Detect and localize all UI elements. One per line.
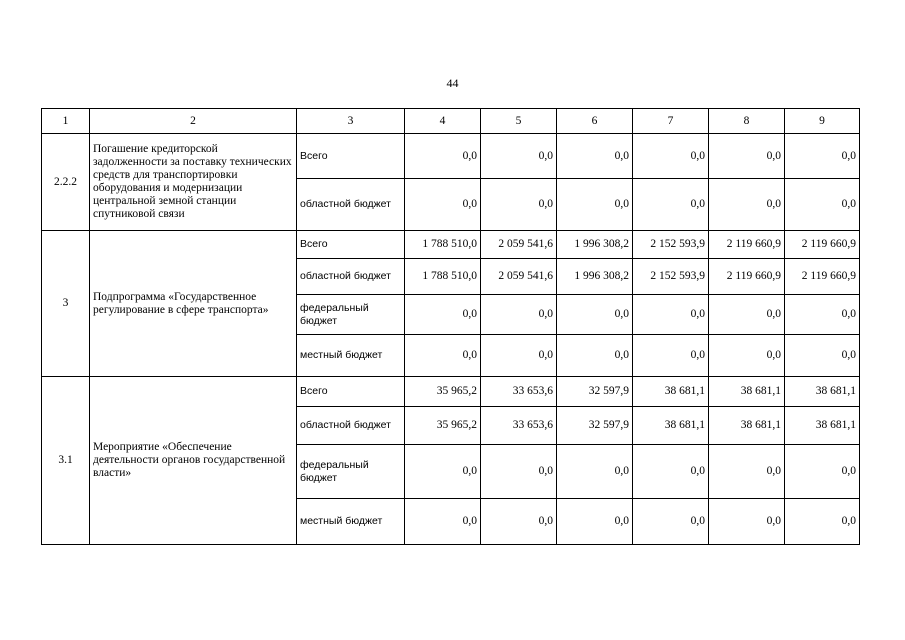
funding-source: федеральный бюджет [297, 295, 405, 335]
value-cell: 0,0 [557, 134, 633, 179]
item-name: Подпрограмма «Государственное регулирование в сфере транспорта» [90, 231, 297, 377]
value-cell: 0,0 [785, 445, 860, 499]
value-cell: 2 059 541,6 [481, 259, 557, 295]
column-header: 9 [785, 109, 860, 134]
value-cell: 0,0 [709, 179, 785, 231]
value-cell: 0,0 [709, 295, 785, 335]
value-cell: 33 653,6 [481, 377, 557, 407]
value-cell: 0,0 [557, 499, 633, 545]
value-cell: 0,0 [405, 134, 481, 179]
page-number: 44 [446, 76, 459, 90]
value-cell: 38 681,1 [785, 407, 860, 445]
value-cell: 1 788 510,0 [405, 231, 481, 259]
item-number: 3 [42, 231, 90, 377]
value-cell: 2 119 660,9 [709, 231, 785, 259]
value-cell: 38 681,1 [633, 377, 709, 407]
value-cell: 0,0 [785, 295, 860, 335]
value-cell: 0,0 [405, 295, 481, 335]
funding-source: местный бюджет [297, 335, 405, 377]
column-header: 3 [297, 109, 405, 134]
funding-source: федеральный бюджет [297, 445, 405, 499]
value-cell: 0,0 [405, 179, 481, 231]
column-header: 6 [557, 109, 633, 134]
value-cell: 0,0 [481, 179, 557, 231]
value-cell: 38 681,1 [709, 407, 785, 445]
value-cell: 0,0 [785, 335, 860, 377]
value-cell: 0,0 [481, 295, 557, 335]
value-cell: 2 119 660,9 [785, 231, 860, 259]
value-cell: 0,0 [557, 335, 633, 377]
funding-source: местный бюджет [297, 499, 405, 545]
item-number: 2.2.2 [42, 134, 90, 231]
value-cell: 0,0 [633, 499, 709, 545]
value-cell: 0,0 [557, 179, 633, 231]
value-cell: 38 681,1 [785, 377, 860, 407]
item-name: Погашение кредиторской задолженности за поставку технических средств для транспортировки оборудования и модернизации центральной земной станции спутниковой связи [90, 134, 297, 231]
value-cell: 0,0 [481, 499, 557, 545]
value-cell: 0,0 [633, 179, 709, 231]
value-cell: 1 996 308,2 [557, 231, 633, 259]
item-name: Мероприятие «Обеспечение деятельности органов государственной власти» [90, 377, 297, 545]
funding-source: Всего [297, 377, 405, 407]
budget-table [41, 108, 860, 545]
item-number: 3.1 [42, 377, 90, 545]
funding-source: областной бюджет [297, 407, 405, 445]
value-cell: 33 653,6 [481, 407, 557, 445]
value-cell: 0,0 [481, 445, 557, 499]
value-cell: 1 788 510,0 [405, 259, 481, 295]
value-cell: 0,0 [557, 295, 633, 335]
value-cell: 0,0 [633, 134, 709, 179]
funding-source: областной бюджет [297, 259, 405, 295]
value-cell: 0,0 [709, 134, 785, 179]
column-header: 5 [481, 109, 557, 134]
value-cell: 0,0 [709, 499, 785, 545]
table-row [42, 377, 860, 407]
column-header: 7 [633, 109, 709, 134]
value-cell: 0,0 [481, 134, 557, 179]
value-cell: 1 996 308,2 [557, 259, 633, 295]
value-cell: 0,0 [785, 499, 860, 545]
value-cell: 0,0 [785, 179, 860, 231]
value-cell: 0,0 [709, 335, 785, 377]
table-row [42, 134, 860, 179]
value-cell: 2 059 541,6 [481, 231, 557, 259]
value-cell: 32 597,9 [557, 407, 633, 445]
value-cell: 2 119 660,9 [785, 259, 860, 295]
value-cell: 38 681,1 [709, 377, 785, 407]
column-header: 2 [90, 109, 297, 134]
value-cell: 0,0 [633, 445, 709, 499]
value-cell: 0,0 [405, 499, 481, 545]
funding-source: областной бюджет [297, 179, 405, 231]
value-cell: 0,0 [405, 335, 481, 377]
value-cell: 0,0 [633, 295, 709, 335]
value-cell: 0,0 [785, 134, 860, 179]
value-cell: 35 965,2 [405, 407, 481, 445]
value-cell: 38 681,1 [633, 407, 709, 445]
funding-source: Всего [297, 134, 405, 179]
value-cell: 2 152 593,9 [633, 259, 709, 295]
column-header: 1 [42, 109, 90, 134]
column-header: 4 [405, 109, 481, 134]
value-cell: 0,0 [481, 335, 557, 377]
column-header: 8 [709, 109, 785, 134]
header-row [42, 109, 860, 134]
table-row [42, 231, 860, 259]
value-cell: 0,0 [405, 445, 481, 499]
value-cell: 35 965,2 [405, 377, 481, 407]
value-cell: 0,0 [709, 445, 785, 499]
funding-source: Всего [297, 231, 405, 259]
value-cell: 2 119 660,9 [709, 259, 785, 295]
value-cell: 0,0 [557, 445, 633, 499]
value-cell: 0,0 [633, 335, 709, 377]
value-cell: 32 597,9 [557, 377, 633, 407]
value-cell: 2 152 593,9 [633, 231, 709, 259]
